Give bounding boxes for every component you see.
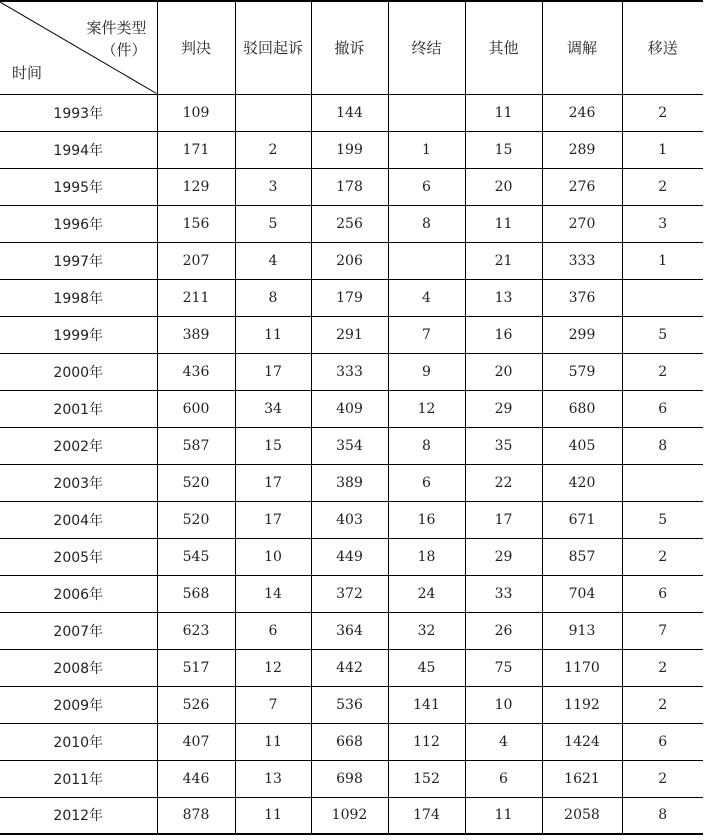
value-cell: 29	[465, 390, 542, 427]
value-cell: 2	[622, 168, 703, 205]
value-cell: 6	[622, 575, 703, 612]
value-cell: 299	[542, 316, 622, 353]
year-cell: 2001年	[0, 390, 157, 427]
value-cell: 536	[311, 686, 388, 723]
value-cell: 878	[157, 797, 235, 834]
table-row	[0, 723, 703, 760]
value-cell: 1	[622, 242, 703, 279]
value-cell: 179	[311, 279, 388, 316]
value-cell: 1092	[311, 797, 388, 834]
value-cell: 568	[157, 575, 235, 612]
value-cell	[235, 94, 311, 131]
table-row	[0, 649, 703, 686]
value-cell: 5	[622, 501, 703, 538]
corner-unit-label: （件）	[101, 41, 147, 59]
value-cell: 2	[235, 131, 311, 168]
value-cell: 2	[622, 94, 703, 131]
year-cell: 1997年	[0, 242, 157, 279]
value-cell: 16	[388, 501, 465, 538]
value-cell: 1	[388, 131, 465, 168]
value-cell: 20	[465, 353, 542, 390]
value-cell: 45	[388, 649, 465, 686]
value-cell: 1	[622, 131, 703, 168]
table-row	[0, 464, 703, 501]
value-cell: 109	[157, 94, 235, 131]
table-row	[0, 353, 703, 390]
value-cell: 156	[157, 205, 235, 242]
value-cell: 668	[311, 723, 388, 760]
value-cell: 579	[542, 353, 622, 390]
value-cell: 4	[465, 723, 542, 760]
value-cell: 671	[542, 501, 622, 538]
value-cell: 14	[235, 575, 311, 612]
value-cell: 389	[311, 464, 388, 501]
value-cell: 372	[311, 575, 388, 612]
value-cell: 333	[311, 353, 388, 390]
value-cell: 33	[465, 575, 542, 612]
table-row	[0, 279, 703, 316]
value-cell: 13	[235, 760, 311, 797]
value-cell: 4	[235, 242, 311, 279]
value-cell: 409	[311, 390, 388, 427]
value-cell: 174	[388, 797, 465, 834]
value-cell: 1424	[542, 723, 622, 760]
value-cell: 6	[388, 464, 465, 501]
value-cell: 4	[388, 279, 465, 316]
value-cell: 354	[311, 427, 388, 464]
table-row	[0, 94, 703, 131]
year-cell: 2000年	[0, 353, 157, 390]
value-cell: 405	[542, 427, 622, 464]
header-row	[0, 1, 703, 94]
value-cell: 26	[465, 612, 542, 649]
value-cell: 8	[622, 797, 703, 834]
corner-header-cell	[0, 1, 157, 94]
value-cell: 1192	[542, 686, 622, 723]
value-cell: 17	[235, 353, 311, 390]
value-cell: 407	[157, 723, 235, 760]
year-cell: 2008年	[0, 649, 157, 686]
value-cell: 11	[235, 316, 311, 353]
value-cell: 2058	[542, 797, 622, 834]
value-cell: 545	[157, 538, 235, 575]
table-row	[0, 242, 703, 279]
corner-time-label: 时间	[12, 64, 43, 82]
value-cell: 270	[542, 205, 622, 242]
value-cell: 11	[465, 205, 542, 242]
value-cell: 11	[235, 723, 311, 760]
value-cell: 289	[542, 131, 622, 168]
corner-type-label-group	[86, 17, 146, 61]
value-cell: 15	[465, 131, 542, 168]
year-cell: 1995年	[0, 168, 157, 205]
value-cell: 680	[542, 390, 622, 427]
table-row	[0, 501, 703, 538]
value-cell	[622, 464, 703, 501]
value-cell: 75	[465, 649, 542, 686]
value-cell: 587	[157, 427, 235, 464]
value-cell: 11	[235, 797, 311, 834]
value-cell: 600	[157, 390, 235, 427]
value-cell: 13	[465, 279, 542, 316]
column-header: 终结	[388, 1, 465, 94]
table-row	[0, 427, 703, 464]
value-cell: 449	[311, 538, 388, 575]
value-cell: 211	[157, 279, 235, 316]
value-cell: 520	[157, 464, 235, 501]
value-cell: 256	[311, 205, 388, 242]
value-cell: 112	[388, 723, 465, 760]
value-cell: 246	[542, 94, 622, 131]
year-cell: 2009年	[0, 686, 157, 723]
value-cell: 24	[388, 575, 465, 612]
value-cell: 6	[622, 723, 703, 760]
value-cell: 7	[622, 612, 703, 649]
value-cell: 20	[465, 168, 542, 205]
value-cell: 446	[157, 760, 235, 797]
table-row	[0, 797, 703, 834]
value-cell: 9	[388, 353, 465, 390]
value-cell: 291	[311, 316, 388, 353]
value-cell: 21	[465, 242, 542, 279]
year-cell: 2004年	[0, 501, 157, 538]
value-cell: 11	[465, 94, 542, 131]
value-cell: 22	[465, 464, 542, 501]
column-header: 移送	[622, 1, 703, 94]
value-cell: 2	[622, 760, 703, 797]
year-cell: 1994年	[0, 131, 157, 168]
value-cell: 3	[235, 168, 311, 205]
year-cell: 2010年	[0, 723, 157, 760]
value-cell: 857	[542, 538, 622, 575]
value-cell: 12	[235, 649, 311, 686]
value-cell: 16	[465, 316, 542, 353]
value-cell: 144	[311, 94, 388, 131]
column-header: 判决	[157, 1, 235, 94]
value-cell: 171	[157, 131, 235, 168]
value-cell: 17	[465, 501, 542, 538]
table-row	[0, 612, 703, 649]
value-cell: 129	[157, 168, 235, 205]
year-cell: 1998年	[0, 279, 157, 316]
value-cell: 420	[542, 464, 622, 501]
value-cell: 526	[157, 686, 235, 723]
value-cell: 333	[542, 242, 622, 279]
value-cell	[388, 94, 465, 131]
year-cell: 2006年	[0, 575, 157, 612]
value-cell: 152	[388, 760, 465, 797]
value-cell: 376	[542, 279, 622, 316]
value-cell: 178	[311, 168, 388, 205]
value-cell: 5	[235, 205, 311, 242]
table-row	[0, 390, 703, 427]
value-cell: 364	[311, 612, 388, 649]
value-cell	[388, 242, 465, 279]
year-cell: 1996年	[0, 205, 157, 242]
value-cell: 698	[311, 760, 388, 797]
table-row	[0, 205, 703, 242]
value-cell: 2	[622, 686, 703, 723]
value-cell: 7	[235, 686, 311, 723]
value-cell: 18	[388, 538, 465, 575]
value-cell: 6	[235, 612, 311, 649]
value-cell: 1170	[542, 649, 622, 686]
value-cell: 3	[622, 205, 703, 242]
table-row	[0, 760, 703, 797]
value-cell: 10	[235, 538, 311, 575]
value-cell: 8	[388, 205, 465, 242]
value-cell: 704	[542, 575, 622, 612]
year-cell: 2011年	[0, 760, 157, 797]
table-row	[0, 686, 703, 723]
value-cell: 199	[311, 131, 388, 168]
value-cell: 913	[542, 612, 622, 649]
year-cell: 2005年	[0, 538, 157, 575]
value-cell: 403	[311, 501, 388, 538]
value-cell: 8	[622, 427, 703, 464]
value-cell: 6	[622, 390, 703, 427]
value-cell: 34	[235, 390, 311, 427]
table-row	[0, 131, 703, 168]
value-cell: 5	[622, 316, 703, 353]
column-header: 驳回起诉	[235, 1, 311, 94]
table-row	[0, 168, 703, 205]
corner-type-label: 案件类型	[86, 19, 147, 37]
value-cell: 7	[388, 316, 465, 353]
value-cell: 207	[157, 242, 235, 279]
value-cell: 436	[157, 353, 235, 390]
table-body	[0, 94, 703, 834]
value-cell: 17	[235, 501, 311, 538]
value-cell: 1621	[542, 760, 622, 797]
year-cell: 1993年	[0, 94, 157, 131]
column-header: 撤诉	[311, 1, 388, 94]
value-cell: 11	[465, 797, 542, 834]
value-cell: 6	[388, 168, 465, 205]
value-cell: 206	[311, 242, 388, 279]
value-cell: 17	[235, 464, 311, 501]
value-cell: 389	[157, 316, 235, 353]
value-cell: 520	[157, 501, 235, 538]
table-row	[0, 538, 703, 575]
value-cell: 517	[157, 649, 235, 686]
year-cell: 1999年	[0, 316, 157, 353]
value-cell: 141	[388, 686, 465, 723]
value-cell: 276	[542, 168, 622, 205]
table-row	[0, 316, 703, 353]
year-cell: 2002年	[0, 427, 157, 464]
table-row	[0, 575, 703, 612]
value-cell: 6	[465, 760, 542, 797]
value-cell: 623	[157, 612, 235, 649]
value-cell: 15	[235, 427, 311, 464]
value-cell	[622, 279, 703, 316]
column-header: 调解	[542, 1, 622, 94]
value-cell: 2	[622, 649, 703, 686]
year-cell: 2007年	[0, 612, 157, 649]
column-header: 其他	[465, 1, 542, 94]
value-cell: 442	[311, 649, 388, 686]
value-cell: 2	[622, 538, 703, 575]
value-cell: 32	[388, 612, 465, 649]
value-cell: 35	[465, 427, 542, 464]
value-cell: 12	[388, 390, 465, 427]
value-cell: 8	[235, 279, 311, 316]
table-header	[0, 1, 703, 94]
year-cell: 2003年	[0, 464, 157, 501]
value-cell: 29	[465, 538, 542, 575]
value-cell: 2	[622, 353, 703, 390]
value-cell: 10	[465, 686, 542, 723]
value-cell: 8	[388, 427, 465, 464]
year-cell: 2012年	[53, 808, 104, 825]
